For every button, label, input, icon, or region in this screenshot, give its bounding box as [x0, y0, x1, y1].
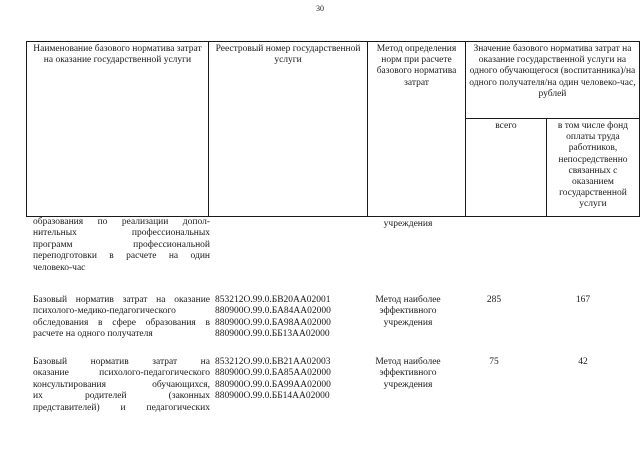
table-header [26, 41, 640, 217]
registry-code: 880900О.99.0.БА98АА02000 [215, 317, 331, 328]
row1-name-line: программ профессиональной [33, 239, 210, 250]
row3-codes [215, 357, 365, 403]
row3-total: 75 [489, 357, 499, 367]
row3-name [33, 357, 210, 414]
row2-wage-fund: 167 [575, 295, 591, 305]
header-cell-method: Метод определения норм при расчете базового норматива затрат [368, 42, 466, 217]
row2-name-line: Базовый норматив затрат на оказание [33, 295, 210, 305]
row2-name-line: расчете на одного получателя [33, 329, 153, 340]
row3-name-line: оказание психолого-педагогического [33, 368, 210, 379]
page-number: 30 [316, 4, 324, 13]
registry-code: 880900О.99.0.БА99АА02000 [215, 379, 331, 390]
row1-name-line: образования по реализации допол- [33, 217, 210, 227]
row2-method: Метод наиболее эффективного учреждения [375, 295, 441, 328]
row3-method: Метод наиболее эффективного учреждения [375, 357, 441, 390]
registry-code: 853212О.99.0.БВ20АА02001 [215, 295, 331, 305]
registry-code: 853212О.99.0.БВ21АА02003 [215, 357, 331, 367]
header-cell-total: всего [465, 119, 546, 217]
row2-total: 285 [486, 295, 502, 305]
registry-code: 880900О.99.0.ББ13АА02000 [215, 329, 330, 340]
row1-name-line: нительных профессиональных [33, 228, 210, 239]
row1-name [33, 217, 210, 274]
row3-name-line: их родителей (законных [33, 391, 210, 402]
row2-name-line: обследования в сфере образования в [33, 317, 210, 328]
row3-name-line: Базовый норматив затрат на [33, 357, 210, 367]
row1-name-line: человеко-час [33, 262, 86, 273]
row2-name-line: психолого-медико-педагогического [33, 306, 176, 317]
row1-name-line: переподготовки в расчете на один [33, 251, 210, 262]
registry-code: 880900О.99.0.БА85АА02000 [215, 368, 331, 379]
row2-codes [215, 295, 365, 341]
row1-method: учреждения [383, 219, 433, 229]
row2-name [33, 295, 210, 341]
registry-code: 880900О.99.0.БА84АА02000 [215, 306, 331, 317]
header-cell-registry-number: Реестровый номер государственной услуги [208, 42, 367, 217]
header-cell-value: Значение базового норматива затрат на оказание государственной услуги на одного обучающегося (воспитанника)/на одного получателя/на один человеко-час, рублей [465, 42, 639, 119]
header-cell-wage-fund: в том числе фонд оплаты труда работников, непосредственно связанных с оказанием государственной услуги [546, 119, 639, 217]
row3-wage-fund: 42 [578, 357, 588, 367]
row3-name-line: консультирования обучающихся, [33, 379, 210, 390]
header-cell-name: Наименование базового норматива затрат на оказание государственной услуги [27, 42, 209, 217]
row3-name-line: представителей) и педагогических [33, 402, 210, 413]
registry-code: 880900О.99.0.ББ14АА02000 [215, 391, 330, 402]
